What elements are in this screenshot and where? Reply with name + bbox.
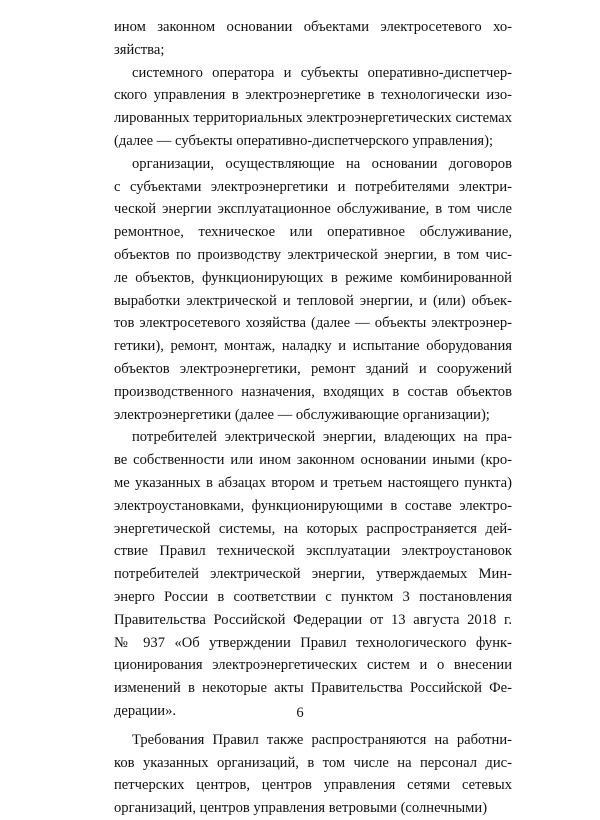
- text-line: № 937 «Об утверждении Правил технологического функ-: [114, 634, 512, 651]
- text-line: петчерских центров, центров управления сетями сетевых: [114, 777, 512, 794]
- paragraph: [114, 426, 512, 722]
- text-line: ме указанных в абзацах втором и третьем настоящего пункта): [114, 474, 512, 491]
- text-line: системного оператора и субъекты оперативно-диспетчер-: [132, 64, 512, 81]
- text-line: зяйства;: [114, 41, 165, 58]
- text-line: Правительства Российской Федерации от 13 августа 2018 г.: [114, 611, 512, 628]
- text-line: ве собственности или ином законном основании иными (кро-: [114, 452, 512, 469]
- paragraph: [114, 729, 512, 820]
- text-line: энергетической системы, на которых распространяется дей-: [114, 520, 512, 537]
- text-line: производственного назначения, входящих в состав объектов: [114, 383, 512, 400]
- text-line: организации, осуществляющие на основании договоров: [132, 155, 512, 172]
- text-line: лированных территориальных электроэнергетических системах: [114, 110, 512, 127]
- text-line: ческой энергии эксплуатационное обслуживание, в том числе: [114, 201, 512, 218]
- page-number: 6: [296, 705, 304, 721]
- text-line: ле объектов, функционирующих в режиме комбинированной: [114, 269, 512, 286]
- paragraph: [114, 62, 512, 153]
- paragraph: [114, 153, 512, 427]
- text-line: Требования Правил также распространяются на работни-: [132, 731, 512, 748]
- text-line: потребителей электрической энергии, утверждаемых Мин-: [114, 566, 512, 583]
- text-line: тов электросетевого хозяйства (далее — объекты электроэнер-: [114, 315, 512, 332]
- text-line: ином законном основании объектами электросетевого хо-: [114, 19, 512, 35]
- text-line: выработки электрической и тепловой энергии, и (или) объек-: [114, 292, 512, 309]
- text-line: с субъектами электроэнергетики и потребителями электри-: [114, 178, 512, 195]
- text-line: ционирования электроэнергетических систем и о внесении: [114, 657, 512, 674]
- text-line: гетики), ремонт, монтаж, наладку и испытание оборудования: [114, 338, 512, 355]
- text-line: организаций, центров управления ветровыми (солнечными): [114, 800, 488, 817]
- text-line: изменений в некоторые акты Правительства Российской Фе-: [114, 680, 512, 697]
- text-line: энерго России в соответствии с пунктом 3 постановления: [114, 588, 512, 605]
- text-line: ствие Правил технической эксплуатации электроустановок: [114, 543, 512, 560]
- page-body: [114, 16, 512, 820]
- paragraph: [114, 16, 512, 62]
- text-line: ремонтное, техническое или оперативное обслуживание,: [114, 224, 512, 241]
- text-line: дерации».: [114, 702, 177, 719]
- text-line: объектов электроэнергетики, ремонт зданий и сооружений: [114, 360, 512, 377]
- text-line: ского управления в электроэнергетике в технологически изо-: [114, 87, 512, 104]
- text-line: электроустановками, функционирующими в составе электро-: [114, 497, 512, 514]
- text-line: ков указанных организаций, в том числе на персонал дис-: [114, 754, 512, 771]
- text-line: (далее — субъекты оперативно-диспетчерского управления);: [114, 132, 494, 149]
- text-line: электроэнергетики (далее — обслуживающие организации);: [114, 406, 490, 423]
- text-line: объектов по производству электрической энергии, в том чис-: [114, 246, 512, 263]
- text-line: потребителей электрической энергии, владеющих на пра-: [132, 429, 512, 446]
